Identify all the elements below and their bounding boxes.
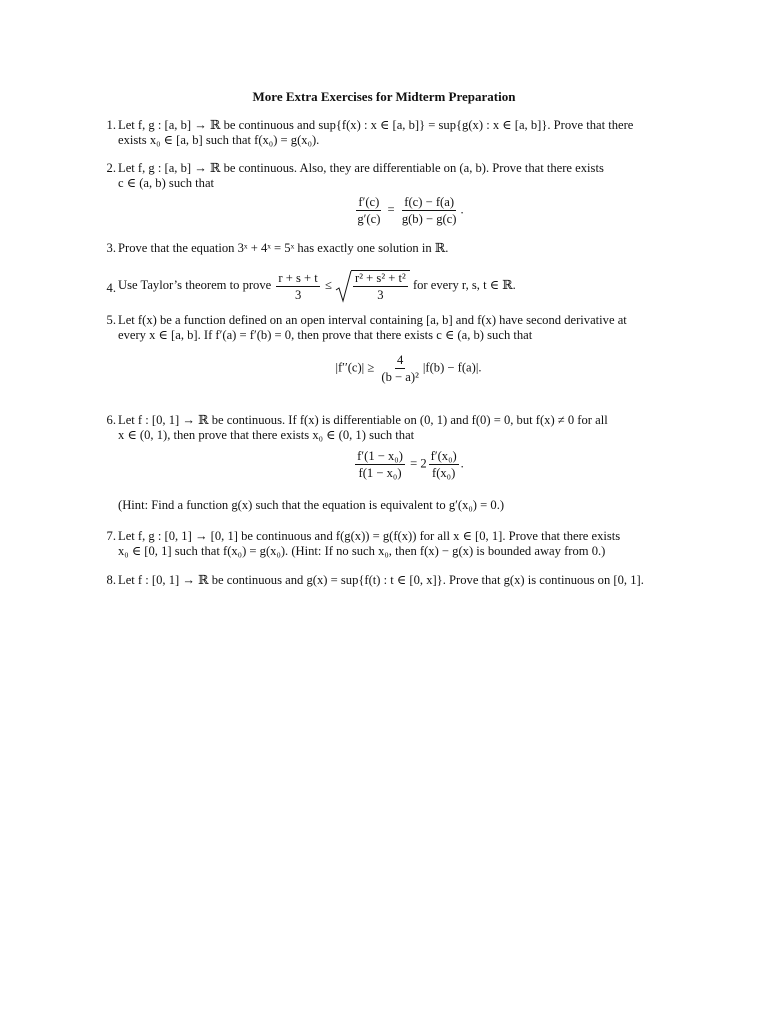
equals-sign: = [387, 202, 395, 217]
denominator: 3 [377, 288, 384, 302]
fraction [355, 195, 382, 226]
numerator: r² + s² + t² [355, 271, 406, 285]
exercise-6-hint: (Hint: Find a function g(x) such that the equation is equivalent to g′(x₀) = 0.) [118, 498, 505, 512]
exercise-text-line: c ∈ (a, b) such that [118, 176, 215, 190]
exercise-8 [96, 573, 699, 588]
exercise-text: for every r, s, t ∈ ℝ. [412, 277, 516, 292]
equation-right: |f(b) − f(a)|. [422, 360, 482, 375]
exercise-number: 4. [106, 281, 116, 295]
exercise-text-line: Let f(x) be a function defined on an open interval containing [a, b] and f(x) have second derivative at [118, 313, 627, 327]
exercise-text-line: Let f, g : [a, b] → ℝ be continuous. Also, they are differentiable on (a, b). Prove that there exists [118, 161, 604, 175]
equation-middle: = 2 [410, 456, 427, 471]
exercise-3 [96, 241, 699, 256]
numerator: f′(c) [358, 195, 380, 209]
exercise-6 [96, 413, 699, 480]
exercise-number: 3. [106, 241, 116, 255]
exercise-text-line: x ∈ (0, 1), then prove that there exists x₀ ∈ (0, 1) such that [118, 428, 415, 442]
numerator: 4 [397, 353, 404, 367]
exercise-text-line: Let f : [0, 1] → ℝ be continuous. If f(x) is differentiable on (0, 1) and f(0) = 0, but f(x) ≠ 0 for all [118, 413, 608, 427]
fraction [400, 195, 459, 226]
equation-left: |f′′(c)| ≥ [335, 360, 375, 375]
denominator: f(x₀) [432, 466, 456, 480]
denominator: f(1 − x₀) [358, 466, 402, 480]
exercise-2 [96, 161, 699, 226]
exercise-7 [96, 529, 699, 559]
denominator: 3 [294, 287, 302, 302]
exercise-number: 6. [106, 413, 116, 427]
exercise-text-line: Let f : [0, 1] → ℝ be continuous and g(x) = sup{f(t) : t ∈ [0, x]}. Prove that g(x) is continuous on [0, 1]. [118, 573, 644, 587]
exercise-text-line: x₀ ∈ [0, 1] such that f(x₀) = g(x₀). (Hint: If no such x₀, then f(x) − g(x) is bounded away from 0.) [118, 544, 606, 558]
period: . [460, 202, 464, 217]
leq-sign: ≤ [324, 277, 332, 292]
numerator: r + s + t [278, 270, 318, 285]
exercise-number: 8. [106, 573, 116, 587]
exercise-text-line: Let f, g : [a, b] → ℝ be continuous and sup{f(x) : x ∈ [a, b]} = sup{g(x) : x ∈ [a, b]}. Prove that there [118, 118, 634, 132]
exercise-4 [96, 270, 699, 302]
exercise-1 [96, 118, 699, 148]
fraction [379, 353, 420, 384]
page-title: More Extra Exercises for Midterm Preparation [252, 89, 516, 104]
exercise-number: 7. [106, 529, 116, 543]
denominator: g(b) − g(c) [401, 212, 457, 226]
exercise-5 [96, 313, 699, 384]
period: . [460, 456, 464, 471]
numerator: f′(1 − x₀) [357, 449, 403, 463]
display-equation [118, 353, 699, 384]
fraction [429, 449, 459, 480]
exercise-text: Use Taylor’s theorem to prove [118, 277, 272, 292]
exercise-number: 1. [106, 118, 116, 132]
exercise-text-line: Prove that the equation 3ˣ + 4ˣ = 5ˣ has exactly one solution in ℝ. [118, 241, 449, 255]
exercise-text-line: every x ∈ [a, b]. If f′(a) = f′(b) = 0, then prove that there exists c ∈ (a, b) such that [118, 328, 533, 342]
display-equation [118, 195, 699, 226]
display-equation [118, 449, 699, 480]
square-root [335, 270, 410, 302]
fraction [276, 271, 319, 302]
exercise-number: 2. [106, 161, 116, 175]
exercise-number: 5. [106, 313, 116, 327]
denominator: (b − a)² [381, 370, 419, 384]
numerator: f(c) − f(a) [404, 195, 455, 209]
fraction [355, 449, 405, 480]
exercise-text-line: exists x₀ ∈ [a, b] such that f(x₀) = g(x₀). [118, 133, 320, 147]
fraction [353, 271, 408, 302]
denominator: g′(c) [357, 212, 381, 226]
exercise-text-line: Let f, g : [0, 1] → [0, 1] be continuous and f(g(x)) = g(f(x)) for all x ∈ [0, 1]. Prove that there exists [118, 529, 621, 543]
numerator: f′(x₀) [430, 449, 457, 463]
radical-sign-icon [335, 270, 353, 304]
